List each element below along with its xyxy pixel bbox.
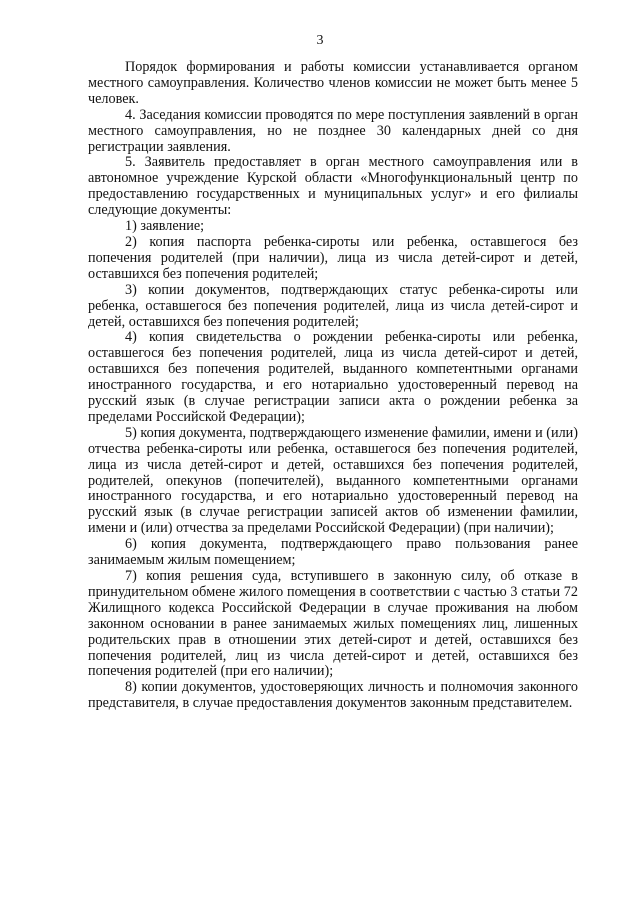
paragraph-item-4-meetings: 4. Заседания комиссии проводятся по мере поступления заявлений в орган местного самоуправления, но не позднее 30 календарных дней со дня регистрации заявления. [88,106,578,155]
paragraph-commission-procedure: Порядок формирования и работы комиссии устанавливается органом местного самоуправления. Количество членов комиссии не может быть менее 5 человек. [88,59,578,107]
list-item-court-decision: 7) копия решения суда, вступившего в законную силу, об отказе в принудительном обмене жилого помещения в соответствии с частью 3 статьи 72 Жилищного кодекса Российской Федерации в случае проживания на любом законном основании в ранее занимаемых жилых помещениях лиц, лишенных родительских прав в отношении этих детей-сирот и детей, оставшихся без попечения родителей, лиц из числа детей-сирот и детей, оставшихся без попечения родителей (при его наличии); [88,568,578,680]
list-item-name-change-document: 5) копия документа, подтверждающего изменение фамилии, имени и (или) отчества ребенка-сироты или ребенка, оставшегося без попечения родителей, лица из числа детей-сирот и детей, оставшихся без попечения родителей, родителей, опекунов (попечителей), выданного компетентными органами иностранного государства, и его нотариально удостоверенный перевод на русский язык (в случае регистрации записей актов об изменении фамилии, имени и (или) отчества за пределами Российской Федерации) (при наличии); [88,424,578,537]
page-number: 3 [316,33,324,48]
list-item-application: 1) заявление; [125,218,205,235]
list-item-birth-certificate: 4) копия свидетельства о рождении ребенка-сироты или ребенка, оставшегося без попечения родителей, лица из числа детей-сирот и детей, оставшихся без попечения родителей, выданного компетентными органами иностранного государства, и его нотариально удостоверенный перевод на русский язык (в случае регистрации записи акта о рождении ребенка за пределами Российской Федерации); [88,329,578,425]
list-item-representative-documents: 8) копии документов, удостоверяющих личность и полномочия законного представителя, в случае предоставления документов законным представителем. [88,679,578,712]
paragraph-item-5-documents: 5. Заявитель предоставляет в орган местного самоуправления или в автономное учреждение Курской области «Многофункциональный центр по предоставлению государственных и муниципальных услуг» и его филиалы следующие документы: [88,154,578,219]
list-item-housing-right-document: 6) копия документа, подтверждающего право пользования ранее занимаемым жилым помещением; [88,536,578,569]
document-body [88,60,578,712]
list-item-status-documents: 3) копии документов, подтверждающих статус ребенка-сироты или ребенка, оставшегося без попечения родителей, лица из числа детей-сирот и детей, оставшихся без попечения родителей; [88,281,578,330]
list-item-passport-copy: 2) копия паспорта ребенка-сироты или ребенка, оставшегося без попечения родителей (при наличии), лица из числа детей-сирот и детей, оставшихся без попечения родителей; [88,233,578,282]
